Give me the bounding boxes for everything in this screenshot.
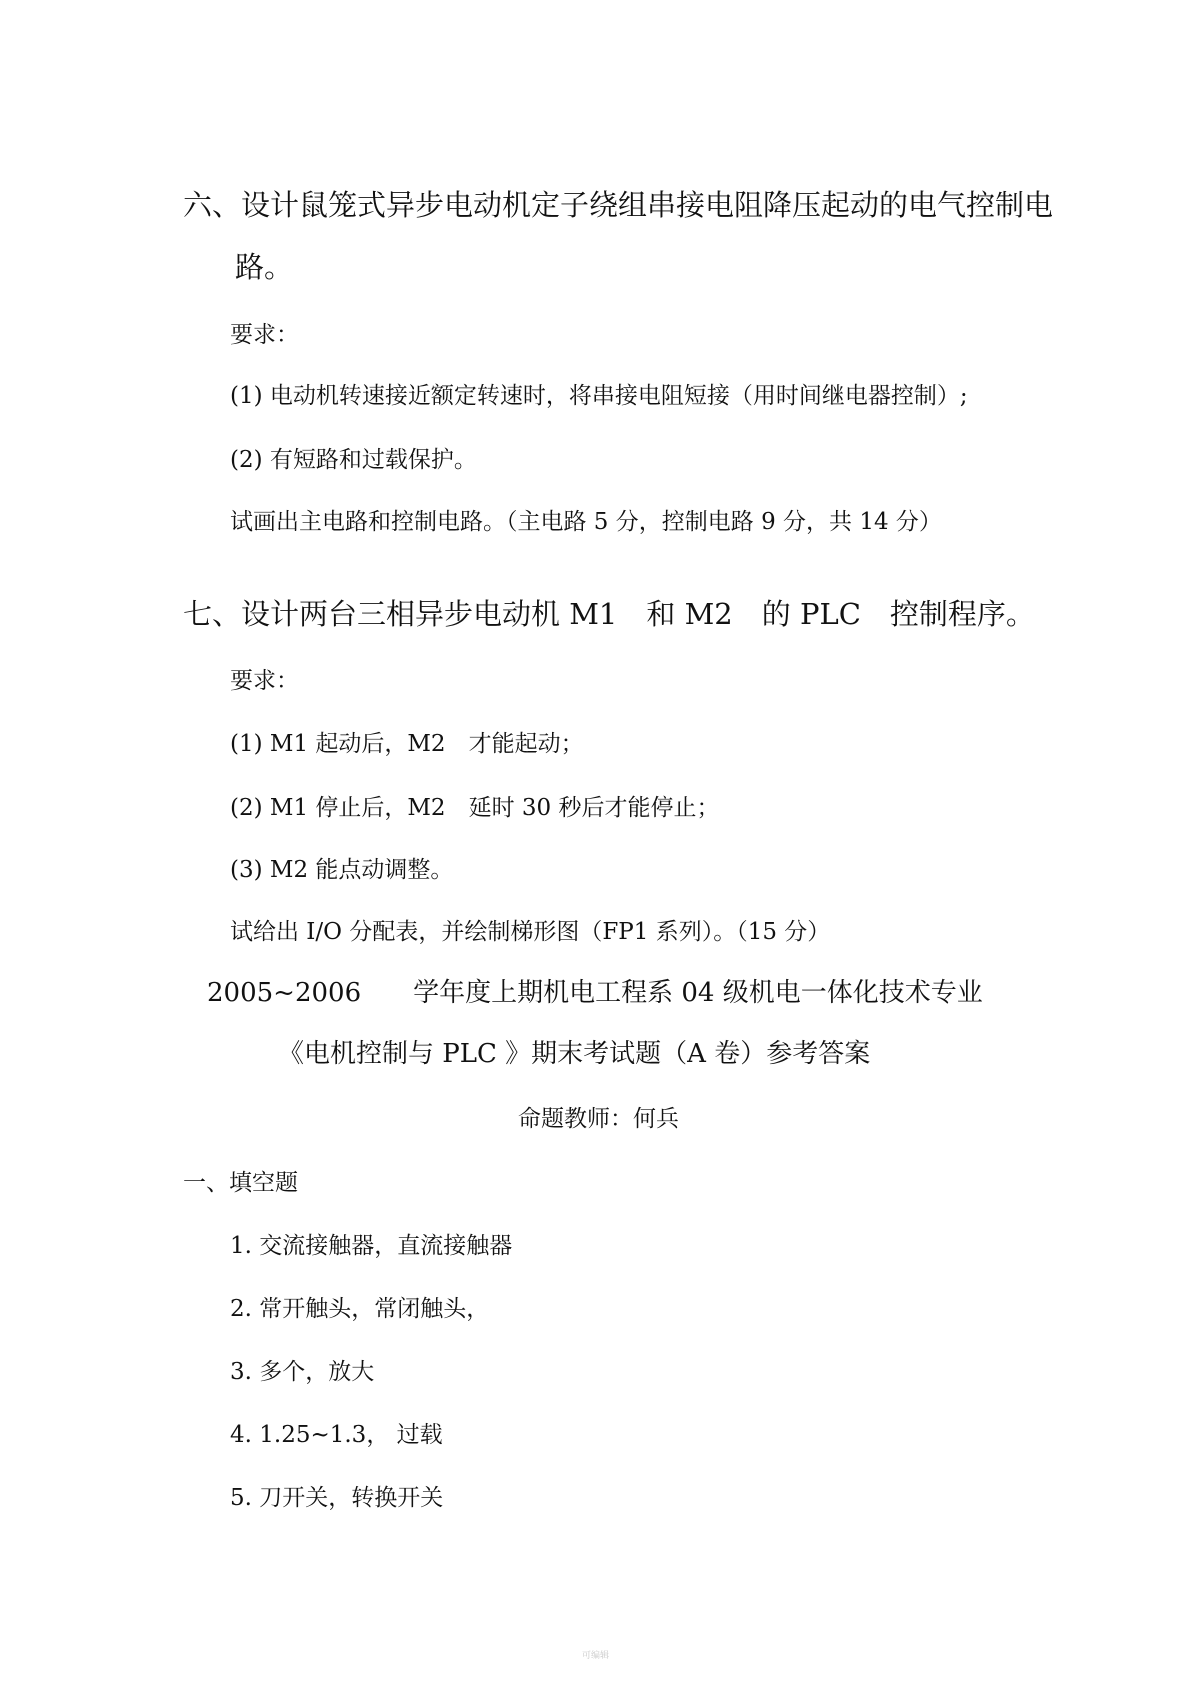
q7-requirements-label: 要求： [230, 668, 299, 694]
answer-item: 5. 刀开关，转换开关 [230, 1485, 444, 1511]
q6-task: 试画出主电路和控制电路。（主电路 5 分，控制电路 9 分，共 14 分） [230, 509, 942, 535]
q7-title: 七、设计两台三相异步电动机 M1 和 M2 的 PLC 控制程序。 [183, 597, 1035, 631]
q6-requirements-label: 要求： [230, 322, 299, 348]
answer-item: 3. 多个，放大 [230, 1359, 375, 1385]
q6-requirement-1: (1) 电动机转速接近额定转速时，将串接电阻短接（用时间继电器控制）; [230, 383, 968, 409]
q6-title-continued: 路。 [235, 250, 294, 284]
q6-requirement-2: (2) 有短路和过载保护。 [230, 447, 477, 473]
answer-item: 1. 交流接触器，直流接触器 [230, 1233, 513, 1259]
answer-heading-1: 2005~2006 学年度上期机电工程系 04 级机电一体化技术专业 [207, 978, 983, 1008]
q7-requirement-2: (2) M1 停止后，M2 延时 30 秒后才能停止； [230, 795, 720, 821]
q7-task: 试给出 I/O 分配表，并绘制梯形图（FP1 系列）。（15 分） [230, 919, 831, 945]
q7-requirement-1: (1) M1 起动后，M2 才能起动； [230, 731, 584, 757]
answer-item: 4. 1.25~1.3， 过载 [230, 1422, 443, 1448]
page-footer: 可编辑 [581, 1651, 609, 1661]
q6-title: 六、设计鼠笼式异步电动机定子绕组串接电阻降压起动的电气控制电 [183, 188, 1054, 222]
answer-item: 2. 常开触头，常闭触头， [230, 1296, 490, 1322]
teacher-line: 命题教师：何兵 [518, 1106, 679, 1132]
section-fill-in-blank: 一、填空题 [183, 1170, 298, 1196]
q7-requirement-3: (3) M2 能点动调整。 [230, 857, 454, 883]
answer-heading-2: 《电机控制与 PLC 》期末考试题（A 卷）参考答案 [278, 1039, 871, 1069]
